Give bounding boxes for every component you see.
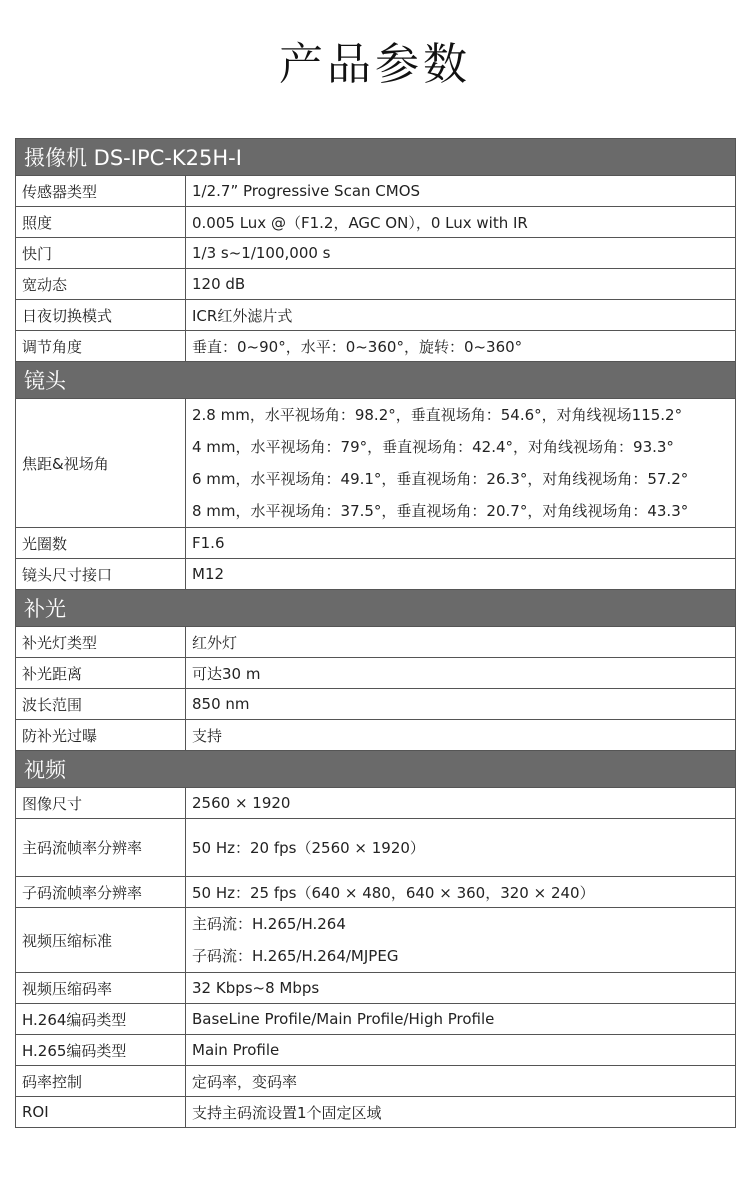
table-row [16, 528, 736, 559]
row-label: 防补光过曝 [16, 720, 186, 751]
focal-line: 4 mm，水平视场角：79°，垂直视场角：42.4°，对角线视场角：93.3° [192, 438, 674, 456]
section-header-fill-light [16, 590, 736, 627]
row-value: Main Profile [186, 1035, 736, 1066]
row-label: 子码流帧率分辨率 [16, 877, 186, 908]
table-row [16, 207, 736, 238]
table-row [16, 300, 736, 331]
row-label: H.265编码类型 [16, 1035, 186, 1066]
section-title: 补光 [16, 590, 736, 627]
row-label: 日夜切换模式 [16, 300, 186, 331]
row-value: 50 Hz：20 fps（2560 × 1920） [186, 819, 736, 877]
table-row [16, 877, 736, 908]
row-value: 850 nm [186, 689, 736, 720]
table-row [16, 658, 736, 689]
row-value: 垂直：0~90°，水平：0~360°，旋转：0~360° [186, 331, 736, 362]
spec-table [15, 138, 736, 1128]
row-label: 码率控制 [16, 1066, 186, 1097]
row-value: 50 Hz：25 fps（640 × 480，640 × 360，320 × 240） [186, 877, 736, 908]
table-row [16, 1097, 736, 1128]
table-row [16, 973, 736, 1004]
row-value: 120 dB [186, 269, 736, 300]
section-title: 摄像机 DS-IPC-K25H-I [16, 139, 736, 176]
section-header-video [16, 751, 736, 788]
focal-line: 6 mm，水平视场角：49.1°，垂直视场角：26.3°，对角线视场角：57.2° [192, 470, 689, 488]
row-label: 主码流帧率分辨率 [16, 819, 186, 877]
table-row [16, 331, 736, 362]
table-row [16, 269, 736, 300]
section-title: 视频 [16, 751, 736, 788]
compression-line: 主码流：H.265/H.264 [192, 915, 346, 933]
row-value: 定码率，变码率 [186, 1066, 736, 1097]
table-row [16, 720, 736, 751]
row-value: 支持主码流设置1个固定区域 [186, 1097, 736, 1128]
row-label: 视频压缩码率 [16, 973, 186, 1004]
table-row [16, 1066, 736, 1097]
row-label: 宽动态 [16, 269, 186, 300]
table-row [16, 627, 736, 658]
row-label: 镜头尺寸接口 [16, 559, 186, 590]
table-row [16, 908, 736, 973]
section-title: 镜头 [16, 362, 736, 399]
table-row [16, 1004, 736, 1035]
table-row [16, 689, 736, 720]
row-label: ROI [16, 1097, 186, 1128]
row-label: 调节角度 [16, 331, 186, 362]
row-value [186, 908, 736, 973]
row-label: 补光距离 [16, 658, 186, 689]
row-label: 快门 [16, 238, 186, 269]
row-value: F1.6 [186, 528, 736, 559]
row-label: 视频压缩标准 [16, 908, 186, 973]
table-row [16, 176, 736, 207]
table-row [16, 399, 736, 528]
compression-line: 子码流：H.265/H.264/MJPEG [192, 947, 399, 965]
row-value: 1/2.7” Progressive Scan CMOS [186, 176, 736, 207]
table-row [16, 1035, 736, 1066]
row-value: 1/3 s~1/100,000 s [186, 238, 736, 269]
row-value: 0.005 Lux @（F1.2，AGC ON），0 Lux with IR [186, 207, 736, 238]
row-label: 光圈数 [16, 528, 186, 559]
row-label: 照度 [16, 207, 186, 238]
row-value: 可达30 m [186, 658, 736, 689]
row-value: BaseLine Profile/Main Profile/High Profile [186, 1004, 736, 1035]
row-label: 传感器类型 [16, 176, 186, 207]
row-value [186, 399, 736, 528]
row-value: 支持 [186, 720, 736, 751]
page-title: 产品参数 [279, 39, 471, 90]
row-label: 图像尺寸 [16, 788, 186, 819]
section-header-camera [16, 139, 736, 176]
focal-line: 2.8 mm，水平视场角：98.2°，垂直视场角：54.6°，对角线视场115.2° [192, 406, 683, 424]
table-row [16, 238, 736, 269]
row-value: M12 [186, 559, 736, 590]
table-row [16, 559, 736, 590]
row-value: 32 Kbps~8 Mbps [186, 973, 736, 1004]
row-value: 红外灯 [186, 627, 736, 658]
focal-line: 8 mm，水平视场角：37.5°，垂直视场角：20.7°，对角线视场角：43.3° [192, 502, 689, 520]
row-label: 焦距&视场角 [16, 399, 186, 528]
row-label: 波长范围 [16, 689, 186, 720]
table-row [16, 819, 736, 877]
row-label: 补光灯类型 [16, 627, 186, 658]
row-value: ICR红外滤片式 [186, 300, 736, 331]
table-row [16, 788, 736, 819]
section-header-lens [16, 362, 736, 399]
row-value: 2560 × 1920 [186, 788, 736, 819]
row-label: H.264编码类型 [16, 1004, 186, 1035]
